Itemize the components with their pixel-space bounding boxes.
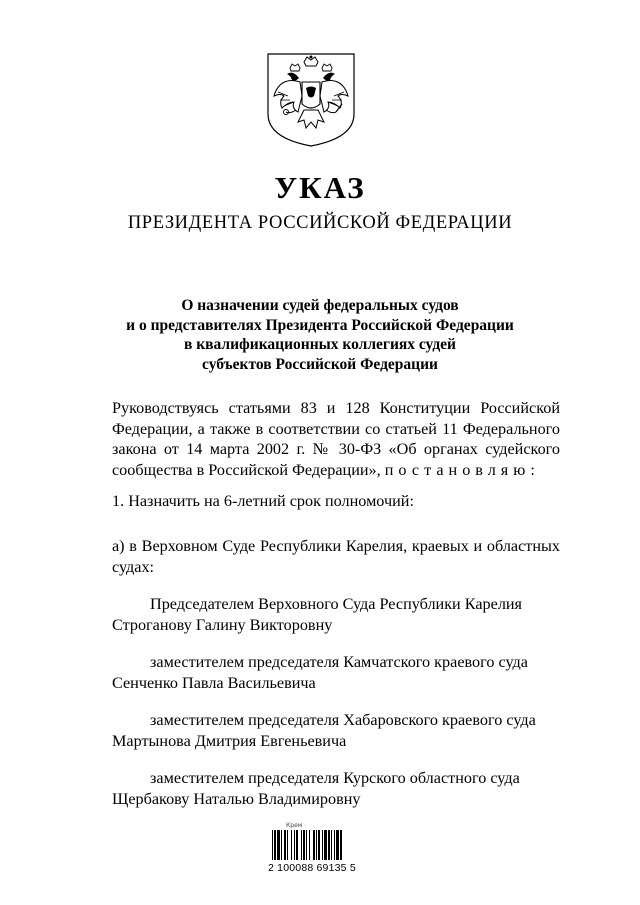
subject-line: субъектов Российской Федерации <box>202 355 438 373</box>
appointment-role: заместителем председателя Хабаровского краевого суда <box>150 711 536 729</box>
subject-line: в квалификационных коллегиях судей <box>184 336 456 353</box>
appointment-entry <box>112 594 560 635</box>
appointment-person: Мартынова Дмитрия Евгеньевича <box>112 731 347 750</box>
clause-1: 1. Назначить на 6-летний срок полномочий: <box>112 492 414 510</box>
subject-line: О назначении судей федеральных судов <box>181 297 459 314</box>
appointment-role: Председателем Верховного Суда Республики Карелия <box>150 595 523 613</box>
appointment-role: заместителем председателя Камчатского краевого суда <box>150 653 528 671</box>
appointment-person: Сенченко Павла Васильевича <box>112 673 316 692</box>
barcode-number: 2 100088 69135 5 <box>268 862 356 874</box>
barcode-tag: Крем <box>286 822 303 829</box>
appointment-entry <box>112 652 560 693</box>
subject-line: и о представителях Президента Российской Федерации <box>126 316 514 334</box>
decree-subject <box>0 296 640 374</box>
barcode-bars <box>272 830 358 860</box>
coat-of-arms-icon <box>266 52 356 148</box>
clause-a: а) в Верховном Суде Республики Карелия, краевых и областных судах: <box>112 537 560 576</box>
appointment-person: Строганову Галину Викторовну <box>112 615 333 634</box>
document-barcode <box>268 822 364 878</box>
document-issuer: ПРЕЗИДЕНТА РОССИЙСКОЙ ФЕДЕРАЦИИ <box>127 213 513 233</box>
preamble-paragraph <box>112 398 560 480</box>
postanovlyayu-text: постановляю: <box>384 460 540 479</box>
appointment-role: заместителем председателя Курского областного суда <box>150 769 520 787</box>
document-title: УКАЗ <box>274 170 366 205</box>
appointment-person: Щербакову Наталью Владимировну <box>112 789 361 808</box>
preamble-text: Руководствуясь статьями 83 и 128 Конституции Российской Федерации, а также в соответствии со статьей 11 Федерального закона от 14 марта 2002 г. № 30-ФЗ «Об органах судейского сообщества в Российской Федерации», <box>112 399 560 479</box>
appointment-entry <box>112 710 560 751</box>
appointment-entry <box>112 768 560 809</box>
